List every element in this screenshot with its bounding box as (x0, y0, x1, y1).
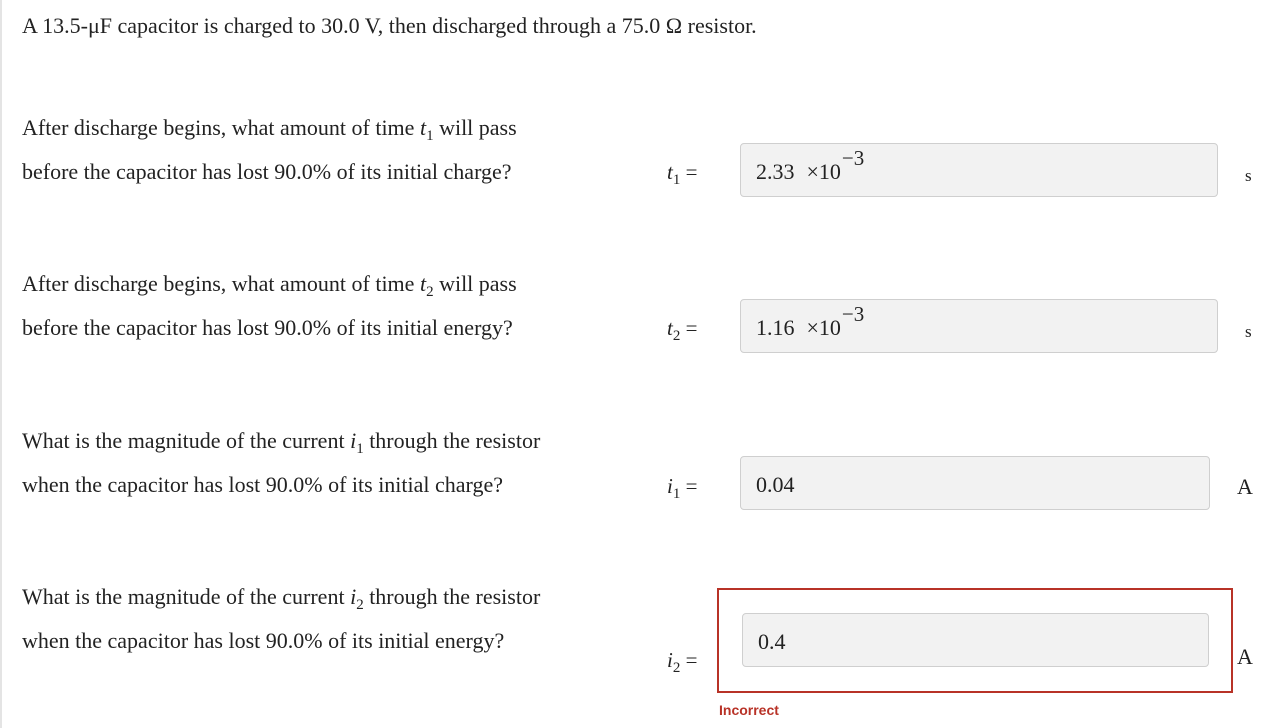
answer-value-i2: 0.4 (758, 629, 786, 654)
variable-t2: $t_2$ (419, 271, 434, 300)
question-4-text (22, 579, 622, 659)
question-3-text (22, 423, 622, 503)
incorrect-status: Incorrect (719, 702, 779, 718)
unit-t2: s (1245, 322, 1252, 341)
answer-input-i1[interactable] (740, 456, 1210, 510)
unit-t1: s (1245, 166, 1252, 185)
question-4-line-2: when the capacitor has lost 90.0% of its initial energy? (22, 628, 505, 653)
question-1-text (22, 110, 622, 190)
problem-statement: A 13.5-μF capacitor is charged to 30.0 V, then discharged through a 75.0 Ω resistor. (22, 13, 757, 38)
question-2-line-2: before the capacitor has lost 90.0% of its initial energy? (22, 315, 513, 340)
question-3-line-2: when the capacitor has lost 90.0% of its initial charge? (22, 472, 504, 497)
answer-label-i1: $i_1$ = (667, 474, 698, 502)
answer-value-t1: 2.33 ×10−3 (756, 146, 865, 184)
answer-input-t2[interactable] (740, 299, 1218, 353)
question-2-line-1: After discharge begins, what amount of time $t_2$ will pass (22, 271, 517, 300)
question-3-line-1: What is the magnitude of the current $i_1$ through the resistor (22, 428, 541, 457)
answer-label-t2: $t_2$ = (667, 316, 698, 344)
unit-i1: A (1237, 474, 1253, 499)
question-1-line-1: After discharge begins, what amount of time $t_1$ will pass (22, 115, 517, 144)
question-2-text (22, 266, 622, 346)
answer-input-i2[interactable] (742, 613, 1209, 667)
answer-input-t1[interactable] (740, 143, 1218, 197)
question-4-line-1: What is the magnitude of the current $i_2$ through the resistor (22, 584, 541, 613)
answer-label-i2: $i_2$ = (667, 648, 698, 676)
unit-i2: A (1237, 644, 1253, 669)
question-1-line-2: before the capacitor has lost 90.0% of its initial charge? (22, 159, 512, 184)
variable-t1: $t_1$ (419, 115, 434, 144)
answer-value-t2: 1.16 ×10−3 (756, 302, 865, 340)
variable-i1: $i_1$ (350, 428, 364, 457)
answer-value-i1: 0.04 (756, 472, 795, 497)
variable-i2: $i_2$ (350, 584, 364, 613)
answer-label-t1: $t_1$ = (667, 160, 698, 188)
left-border (0, 0, 2, 728)
